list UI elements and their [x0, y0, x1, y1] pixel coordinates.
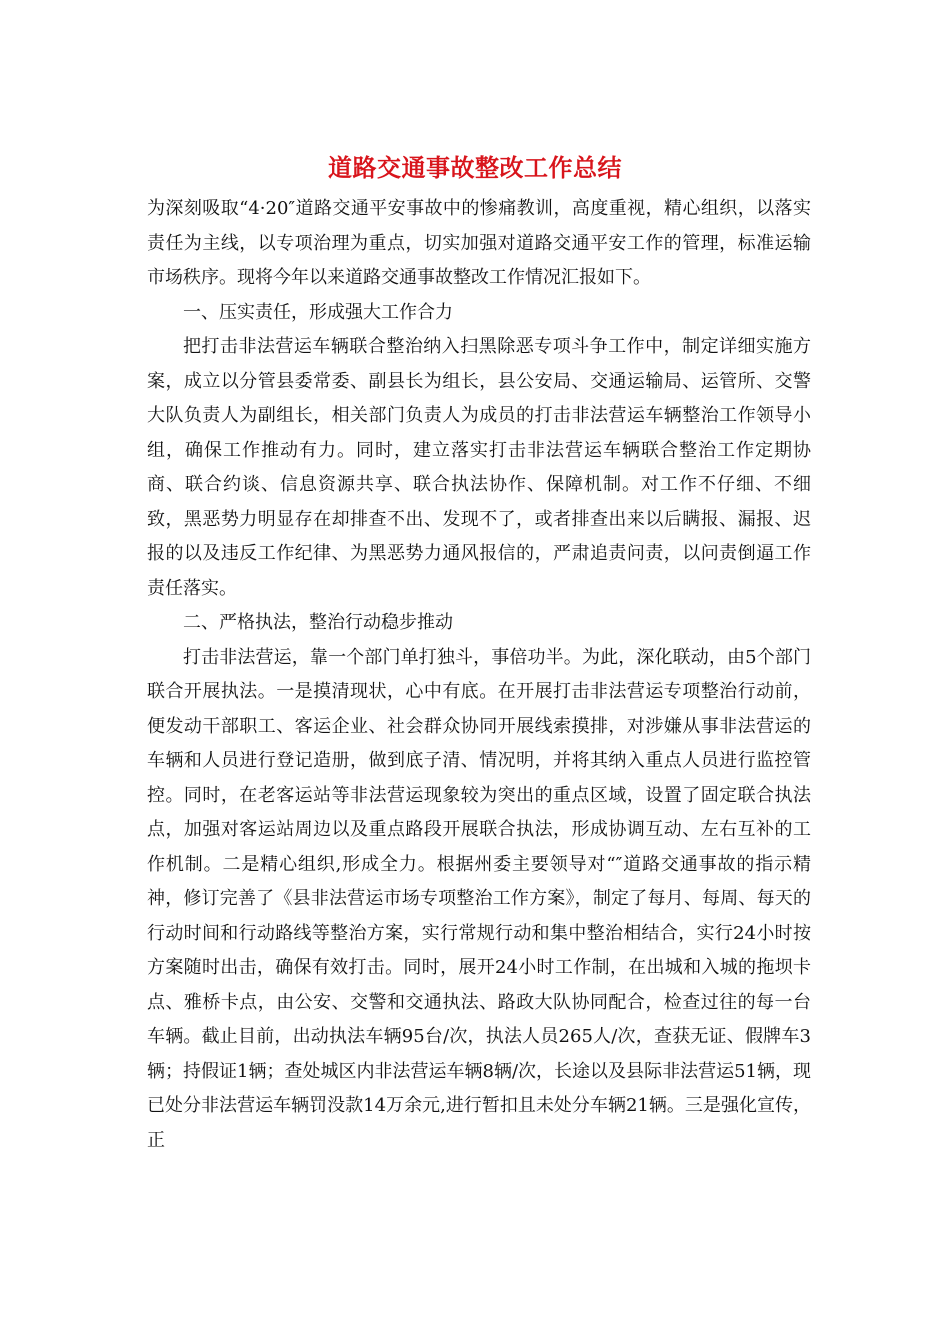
- section-paragraph-2: 打击非法营运，靠一个部门单打独斗，事倍功半。为此，深化联动，由5个部门联合开展执法。一是摸清现状，心中有底。在开展打击非法营运专项整治行动前，便发动干部职工、客运企业、社会群众协同开展线索摸排，对涉嫌从事非法营运的车辆和人员进行登记造册，做到底子清、情况明，并将其纳入重点人员进行监控管控。同时，在老客运站等非法营运现象较为突出的重点区域，设置了固定联合执法点，加强对客运站周边以及重点路段开展联合执法，形成协调互动、左右互补的工作机制。二是精心组织,形成全力。根据州委主要领导对“″道路交通事故的指示精神，修订完善了《县非法营运市场专项整治工作方案》，制定了每月、每周、每天的行动时间和行动路线等整治方案，实行常规行动和集中整治相结合，实行24小时按方案随时出击，确保有效打击。同时，展开24小时工作制，在出城和入城的拖坝卡点、雅桥卡点，由公安、交警和交通执法、路政大队协同配合，检查过往的每一台车辆。截止目前，出动执法车辆95台/次，执法人员265人/次，查获无证、假牌车3辆；持假证1辆；查处城区内非法营运车辆8辆/次，长途以及县际非法营运51辆，现已处分非法营运车辆罚没款14万余元,进行暂扣且未处分车辆21辆。三是强化宣传，正: [147, 646, 811, 1151]
- section-heading-2: 二、严格执法，整治行动稳步推动: [183, 612, 453, 633]
- document-title: 道路交通事故整改工作总结: [328, 153, 622, 182]
- section-heading-1: 一、压实责任，形成强大工作合力: [183, 301, 453, 323]
- intro-paragraph: 为深刻吸取“4·20″道路交通平安事故中的惨痛教训，高度重视，精心组织，以落实责任为主线，以专项治理为重点，切实加强对道路交通平安工作的管理，标准运输市场秩序。现将今年以来道路交通事故整改工作情况汇报如下。: [147, 198, 811, 288]
- section-paragraph-1: 把打击非法营运车辆联合整治纳入扫黑除恶专项斗争工作中，制定详细实施方案，成立以分管县委常委、副县长为组长，县公安局、交通运输局、运管所、交警大队负责人为副组长，相关部门负责人为成员的打击非法营运车辆整治工作领导小组，确保工作推动有力。同时，建立落实打击非法营运车辆联合整治工作定期协商、联合约谈、信息资源共享、联合执法协作、保障机制。对工作不仔细、不细致，黑恶势力明显存在却排查不出、发现不了，或者排查出来以后瞒报、漏报、迟报的以及违反工作纪律、为黑恶势力通风报信的，严肃追责问责，以问责倒逼工作责任落实。: [147, 336, 811, 599]
- document-body: [147, 192, 811, 1158]
